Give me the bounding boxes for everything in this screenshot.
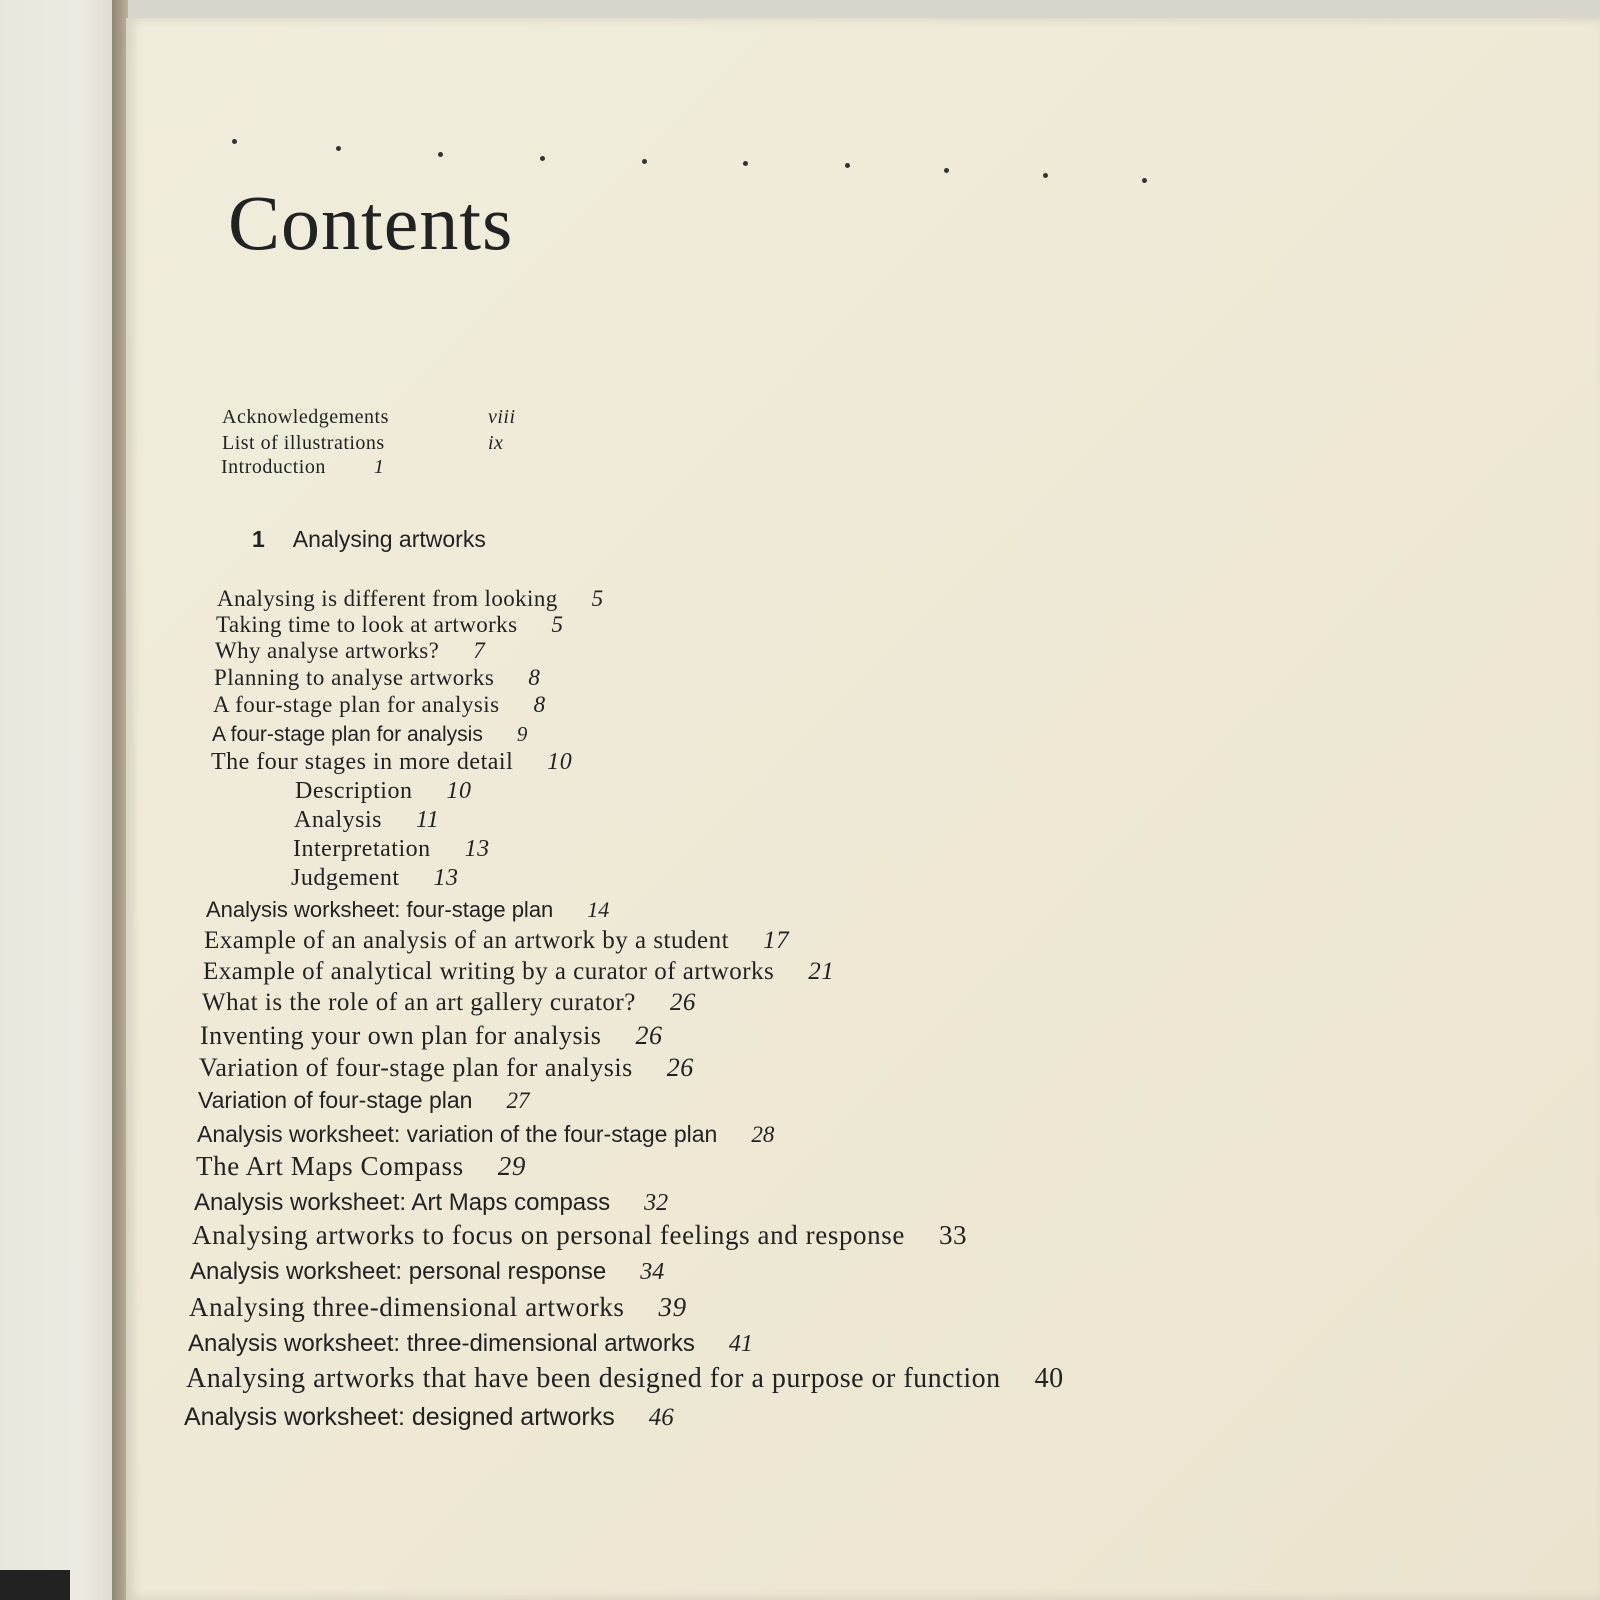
toc-page-number: 10 xyxy=(547,749,573,775)
toc-label: The four stages in more detail xyxy=(211,749,514,775)
toc-entry xyxy=(213,692,546,718)
toc-page-number: 13 xyxy=(433,865,459,891)
toc-subentry xyxy=(295,778,471,805)
toc-page-number: 17 xyxy=(763,927,790,954)
left-page-edge xyxy=(0,0,118,1600)
toc-label: Introduction xyxy=(221,456,326,478)
toc-label: A four-stage plan for analysis xyxy=(212,723,483,746)
toc-entry xyxy=(216,612,563,638)
toc-label: Analysis worksheet: designed artworks xyxy=(184,1403,615,1431)
toc-page-number: viii xyxy=(488,406,516,428)
toc-label: Example of analytical writing by a curator of artworks xyxy=(203,958,775,985)
toc-label: Analysing three-dimensional artworks xyxy=(189,1292,625,1322)
toc-entry xyxy=(199,1053,694,1083)
decorative-dot xyxy=(1142,178,1147,183)
decorative-dot xyxy=(743,161,748,166)
toc-entry xyxy=(204,927,789,955)
toc-label: Analysing is different from looking xyxy=(217,586,558,611)
toc-page-number: 40 xyxy=(1034,1363,1064,1394)
toc-label: Judgement xyxy=(291,865,400,891)
decorative-dot xyxy=(232,139,237,144)
toc-page-number: 39 xyxy=(658,1292,687,1322)
toc-page-number: 27 xyxy=(506,1088,530,1113)
toc-label: What is the role of an art gallery curator? xyxy=(202,989,636,1016)
toc-front-matter-item xyxy=(222,406,516,429)
toc-entry xyxy=(197,1121,774,1148)
toc-entry xyxy=(202,989,696,1017)
table-surface xyxy=(0,1570,70,1600)
toc-label: Analysis worksheet: Art Maps compass xyxy=(194,1189,611,1216)
toc-label: Analysis worksheet: three-dimensional artworks xyxy=(188,1330,695,1357)
toc-page-number: 26 xyxy=(669,989,696,1016)
toc-page-number: 32 xyxy=(644,1190,669,1216)
toc-page-number: 33 xyxy=(938,1220,968,1250)
toc-entry xyxy=(212,722,527,747)
decorative-dot xyxy=(642,159,647,164)
toc-page-number: 1 xyxy=(373,456,385,478)
decorative-dot xyxy=(540,156,545,161)
toc-label: Variation of four-stage plan for analysis xyxy=(199,1053,633,1082)
toc-subentry xyxy=(291,865,458,892)
decorative-dot xyxy=(438,152,443,157)
toc-label: Planning to analyse artworks xyxy=(214,665,495,690)
toc-page-number: 7 xyxy=(473,638,486,663)
toc-entry xyxy=(184,1403,674,1432)
decorative-dot xyxy=(336,146,341,151)
decorative-dot xyxy=(1043,173,1048,178)
toc-entry xyxy=(215,638,485,664)
toc-entry xyxy=(211,749,572,776)
toc-label: Analysis xyxy=(294,807,382,833)
toc-subentry xyxy=(294,807,439,834)
toc-page-number: 8 xyxy=(528,665,541,690)
toc-page-number: 21 xyxy=(808,958,835,985)
toc-page-number: 29 xyxy=(497,1151,526,1181)
toc-label: Analysis worksheet: variation of the four-stage plan xyxy=(197,1121,718,1147)
toc-page-number: 34 xyxy=(640,1259,665,1285)
toc-front-matter-item xyxy=(221,456,384,479)
toc-entry xyxy=(200,1021,662,1051)
toc-label: Example of an analysis of an artwork by a student xyxy=(204,927,730,954)
toc-label: Analysing artworks that have been designed for a purpose or function xyxy=(186,1363,1001,1394)
toc-entry xyxy=(188,1330,753,1358)
chapter-number: 1 xyxy=(252,526,265,552)
toc-entry xyxy=(214,665,540,691)
chapter-title: Analysing artworks xyxy=(292,526,486,552)
toc-page-number: 28 xyxy=(751,1122,775,1147)
toc-page-number: 9 xyxy=(516,722,528,746)
toc-page-number: 11 xyxy=(416,807,440,833)
toc-label: Description xyxy=(295,778,413,804)
page-title: Contents xyxy=(228,179,514,266)
toc-label: Analysis worksheet: personal response xyxy=(190,1258,607,1285)
toc-page-number: 41 xyxy=(728,1331,753,1357)
toc-entry xyxy=(190,1258,664,1286)
toc-label: Analysis worksheet: four-stage plan xyxy=(206,897,554,922)
toc-entry xyxy=(186,1363,1064,1395)
toc-page-number: 26 xyxy=(635,1021,663,1050)
toc-page-number: 5 xyxy=(591,586,604,611)
decorative-dot xyxy=(944,168,949,173)
toc-label: List of illustrations xyxy=(222,432,385,454)
toc-label: Why analyse artworks? xyxy=(215,638,440,663)
decorative-dot xyxy=(845,163,850,168)
toc-entry xyxy=(192,1220,967,1251)
toc-entry xyxy=(194,1189,668,1217)
toc-entry xyxy=(203,958,834,986)
toc-entry xyxy=(189,1292,687,1323)
toc-entry xyxy=(217,586,604,612)
toc-label: Acknowledgements xyxy=(222,406,389,428)
toc-page-number: 13 xyxy=(464,836,490,862)
toc-entry xyxy=(196,1151,526,1182)
toc-page-number: ix xyxy=(488,432,504,454)
toc-label: Analysing artworks to focus on personal feelings and response xyxy=(192,1220,905,1250)
toc-front-matter-item xyxy=(222,432,503,455)
toc-label: A four-stage plan for analysis xyxy=(213,692,500,717)
toc-subentry xyxy=(293,836,490,863)
toc-label: The Art Maps Compass xyxy=(196,1151,464,1181)
toc-entry xyxy=(206,897,609,923)
toc-label: Taking time to look at artworks xyxy=(216,612,518,637)
chapter-heading xyxy=(252,526,486,553)
toc-page-number: 5 xyxy=(551,612,564,637)
toc-page-number: 8 xyxy=(533,692,546,717)
toc-page-number: 14 xyxy=(587,897,610,922)
toc-page-number: 26 xyxy=(666,1053,694,1082)
toc-page-number: 46 xyxy=(648,1404,674,1431)
toc-entry xyxy=(198,1087,529,1114)
toc-label: Inventing your own plan for analysis xyxy=(200,1021,602,1050)
toc-page-number: 10 xyxy=(446,778,472,804)
toc-label: Variation of four-stage plan xyxy=(198,1087,473,1113)
toc-label: Interpretation xyxy=(293,836,431,862)
